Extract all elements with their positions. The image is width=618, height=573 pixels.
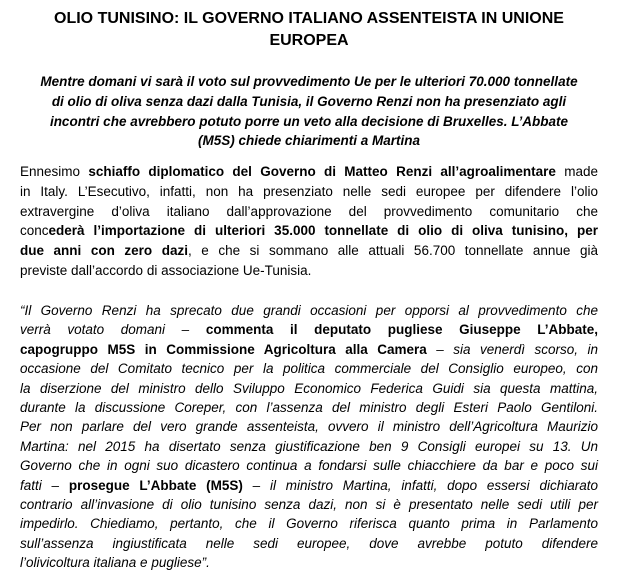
quote-line: [20, 476, 598, 495]
text-run: made: [555, 164, 598, 179]
text-run: verrà votato domani –: [20, 322, 206, 338]
body-line: [20, 162, 598, 182]
quote-line: durante la discussione Coreper, con l’assenza del ministro degli Esteri Paolo Gentiloni.: [20, 400, 598, 416]
text-run: fatti –: [20, 477, 69, 493]
lead-paragraph: [20, 72, 598, 151]
bold-run: capogruppo M5S in Commissione Agricoltura alla Camera: [20, 341, 427, 357]
quote-line: occasione del Comitato tecnico per la politica commerciale del Consiglio europeo, con: [20, 361, 598, 377]
body-line: [20, 241, 598, 261]
quote-line: sull’assenza ingiustificata nelle sedi europee, dove avrebbe potuto difendere: [20, 535, 598, 551]
quote-line: impedirlo. Chiediamo, pertanto, che il Governo riferisca quanto prima in Parlamento: [20, 516, 598, 532]
bold-run: ederà l’importazione di ulteriori 35.000 tonnellate di olio di oliva tunisino, per: [48, 223, 598, 239]
title-line: OLIO TUNISINO: IL GOVERNO ITALIANO ASSENTEISTA IN UNIONE: [54, 10, 564, 27]
text-run: Ennesimo: [20, 164, 89, 179]
text-run: – il ministro Martina, infatti, dopo essersi dichiarato: [242, 477, 598, 493]
text-run: conc: [20, 223, 49, 239]
quote-paragraph: [20, 301, 598, 573]
body-paragraph: [20, 162, 598, 281]
text-run: – sia venerdì scorso, in: [426, 341, 598, 357]
title-line: EUROPEA: [269, 32, 349, 49]
quote-line: la diserzione del ministro dello Sviluppo Economico Federica Guidi sia questa mattina,: [20, 380, 598, 396]
lead-line: Mentre domani vi sarà il voto sul provvedimento Ue per le ulteriori 70.000 tonnellate: [40, 74, 578, 89]
quote-line: l’olivicoltura italiana e pugliese”.: [20, 555, 210, 571]
bold-run: prosegue L’Abbate (M5S): [68, 477, 243, 493]
bold-run: due anni con zero dazi: [20, 243, 188, 259]
text-run: , e che si sommano alle attuali 56.700 tonnellate annue già: [187, 243, 598, 259]
bold-run: schiaffo diplomatico del Governo di Matteo Renzi all’agroalimentare: [88, 164, 556, 179]
quote-line: Governo che in ogni suo dicastero continua a fondarsi sulle chiacchiere da bar e poco sui: [20, 458, 598, 474]
quote-line: Per non parlare del vero grande assenteista, ovvero il ministro dell’Agricoltura Maurizio: [20, 419, 598, 435]
body-line: extravergine d’oliva italiano dall’approvazione del provvedimento comunitario che: [20, 203, 598, 219]
body-line: [20, 221, 598, 241]
quote-line: contrario all’invasione di olio tunisino senza dazi, non si è presentato nelle sedi utili per: [20, 497, 598, 513]
body-line: previste dall’accordo di associazione Ue-Tunisia.: [20, 262, 312, 278]
lead-line: (M5S) chiede chiarimenti a Martina: [197, 133, 421, 149]
body-line: in Italy. L’Esecutivo, infatti, non ha presenziato nelle sedi europee per difendere l’olio: [20, 183, 598, 199]
quote-line: “Il Governo Renzi ha sprecato due grandi occasioni per opporsi al provvedimento che: [20, 303, 598, 318]
bold-run: commenta il deputato pugliese Giuseppe L’Abbate,: [205, 322, 598, 338]
page-title: [0, 8, 618, 52]
lead-line: di olio di oliva senza dazi dalla Tunisia, il Governo Renzi non ha presenziato agli: [51, 93, 567, 109]
quote-line: Martina: nel 2015 ha disertato senza giustificazione ben 9 Consigli europei su 13. Un: [20, 438, 598, 454]
quote-line: [20, 340, 598, 359]
quote-line: [20, 320, 598, 339]
lead-line: incontri che avrebbero potuto porre un veto alla decisione di Bruxelles. L’Abbate: [49, 113, 569, 129]
